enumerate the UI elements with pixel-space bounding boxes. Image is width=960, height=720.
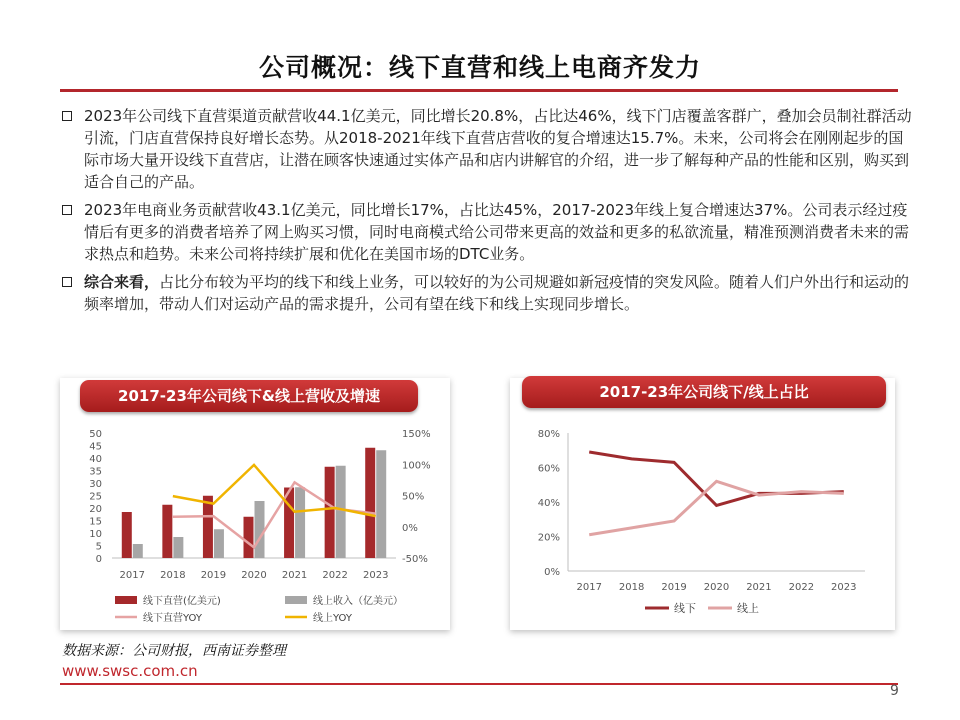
y-tick-label: 0%: [544, 567, 560, 578]
y-tick-label: 40: [89, 454, 102, 465]
data-source-note: 数据来源：公司财报，西南证券整理: [62, 643, 286, 659]
y-tick-label: 35: [89, 466, 102, 478]
x-tick-label: 2019: [200, 570, 227, 581]
legend-label: 线下直营YOY: [143, 613, 202, 624]
offline-revenue-bar: [244, 517, 254, 558]
share-chart-header: 2017-23年公司线下/线上占比: [522, 376, 886, 408]
x-tick-label: 2018: [618, 582, 645, 593]
online-revenue-bar: [376, 450, 386, 558]
offline-revenue-bar: [122, 512, 132, 558]
y2-tick-label: 150%: [402, 429, 431, 440]
online-revenue-bar: [295, 487, 305, 558]
bullet-bold-lead: 综合来看，: [84, 273, 160, 291]
bullet-text: 2023年电商业务贡献营收43.1亿美元，同比增长17%，占比达45%，2017-2023年线上复合增速达37%。公司表示经过疫情后有更多的消费者培养了网上购买习惯，同时电商模式给公司带来更高的效益和更多的私欲流量，精准预测消费者未来的需求热点和趋势。未来公司将持续扩展和优化在美国市场的DTC业务。: [84, 201, 910, 263]
title-divider: [60, 89, 898, 92]
online-revenue-bar: [173, 537, 183, 558]
bullet-list: [62, 105, 912, 321]
legend-label: 线上: [737, 602, 759, 615]
online-revenue-bar: [336, 466, 346, 558]
offline-revenue-bar: [203, 496, 213, 558]
bullet-item: [62, 271, 912, 315]
legend-swatch: [115, 596, 137, 604]
x-tick-label: 2022: [788, 582, 815, 593]
x-tick-label: 2023: [362, 570, 389, 581]
x-tick-label: 2018: [160, 570, 186, 581]
y-tick-label: 45: [89, 441, 102, 453]
bullet-text: 2023年公司线下直营渠道贡献营收44.1亿美元，同比增长20.8%，占比达46%，线下门店覆盖客群广，叠加会员制社群活动引流，门店直营保持良好增长态势。从2018-2021年线下直营店营收的复合增速达15.7%。未来，公司将会在刚刚起步的国际市场大量开设线下直营店，让潜在顾客快速通过实体产品和店内讲解官的介绍，进一步了解每种产品的性能和区别，购买到适合自己的产品。: [84, 107, 912, 191]
share-chart-panel: [510, 378, 895, 630]
y-tick-label: 15: [89, 516, 102, 528]
page-number: 9: [890, 683, 899, 699]
x-tick-label: 2017: [119, 570, 146, 581]
offline-revenue-bar: [325, 467, 335, 558]
x-tick-label: 2021: [281, 570, 308, 581]
legend-label: 线下: [674, 602, 696, 615]
y-tick-label: 10: [89, 529, 102, 540]
offline-share-line: [589, 452, 844, 505]
revenue-chart: [60, 378, 450, 630]
share-chart: [510, 378, 895, 630]
website-link[interactable]: www.swsc.com.cn: [62, 662, 198, 680]
square-bullet-icon: [62, 277, 72, 287]
square-bullet-icon: [62, 205, 72, 215]
y2-tick-label: -50%: [402, 554, 428, 565]
offline-revenue-bar: [365, 448, 375, 558]
x-tick-label: 2017: [576, 582, 602, 593]
offline-revenue-bar: [162, 505, 172, 558]
x-tick-label: 2020: [703, 582, 730, 593]
online-revenue-bar: [214, 529, 224, 558]
y-tick-label: 20: [89, 504, 102, 515]
x-tick-label: 2023: [831, 582, 857, 593]
y-tick-label: 50: [89, 429, 102, 440]
y-tick-label: 20%: [537, 532, 560, 544]
y-tick-label: 0: [95, 554, 102, 565]
x-tick-label: 2019: [661, 582, 687, 593]
online-share-line: [589, 481, 844, 534]
y2-tick-label: 50%: [402, 491, 425, 503]
revenue-chart-header: 2017-23年公司线下&线上营收及增速: [80, 380, 418, 412]
x-tick-label: 2022: [322, 570, 348, 581]
bullet-item: [62, 105, 912, 193]
online-revenue-bar: [255, 501, 265, 558]
y-tick-label: 80%: [537, 429, 560, 440]
y-tick-label: 25: [89, 491, 102, 503]
x-tick-label: 2020: [241, 570, 267, 581]
revenue-chart-panel: [60, 378, 450, 630]
legend-label: 线上收入（亿美元）: [313, 596, 403, 607]
footer-divider: [60, 683, 898, 685]
y2-tick-label: 100%: [402, 460, 431, 472]
y-tick-label: 5: [95, 541, 102, 553]
x-tick-label: 2021: [746, 582, 772, 593]
page-title: 公司概况：线下直营和线上电商齐发力: [258, 53, 701, 82]
y2-tick-label: 0%: [402, 522, 418, 534]
legend-swatch: [285, 596, 307, 604]
bullet-item: [62, 199, 912, 265]
square-bullet-icon: [62, 111, 72, 121]
online-revenue-bar: [133, 544, 143, 558]
legend-label: 线下直营(亿美元): [143, 596, 221, 607]
y-tick-label: 30: [89, 479, 102, 490]
bullet-text: 占比分布较为平均的线下和线上业务，可以较好的为公司规避如新冠疫情的突发风险。随着人们户外出行和运动的频率增加，带动人们对运动产品的需求提升，公司有望在线下和线上实现同步增长。: [84, 273, 910, 313]
legend-label: 线上YOY: [313, 613, 352, 624]
y-tick-label: 40%: [537, 498, 560, 509]
y-tick-label: 60%: [537, 463, 560, 475]
